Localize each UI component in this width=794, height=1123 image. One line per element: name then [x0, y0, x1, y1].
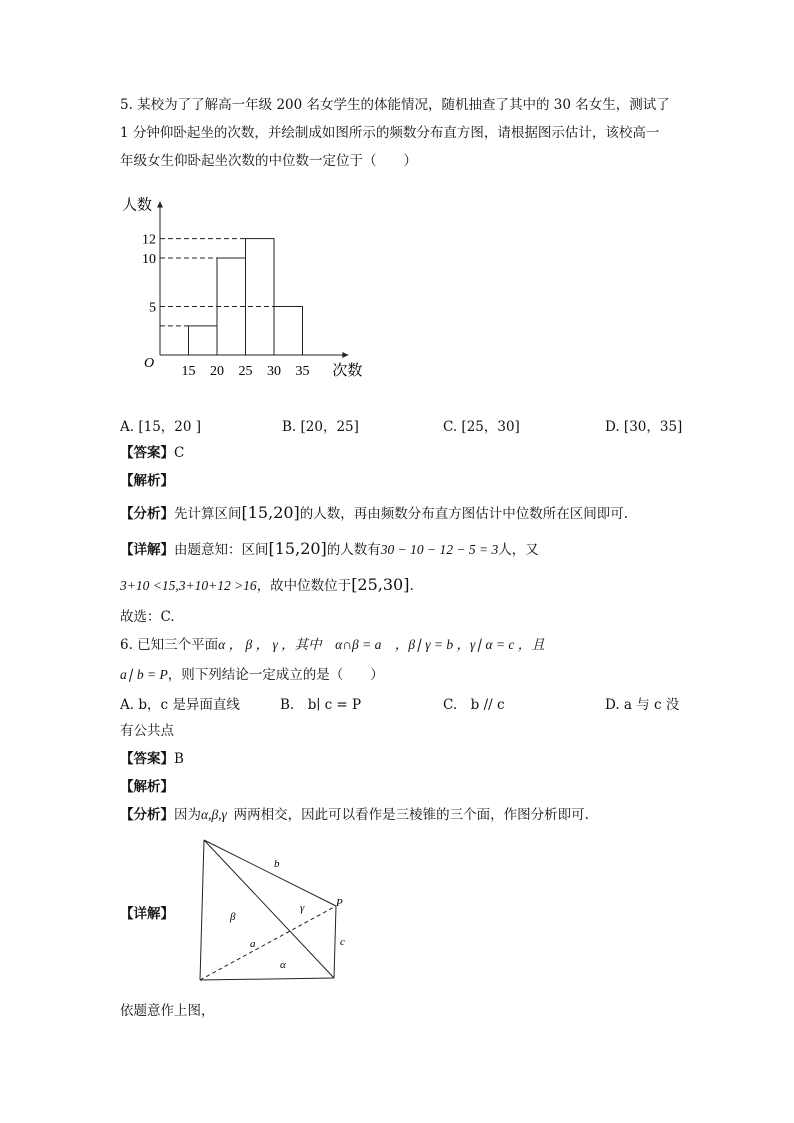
q5-detail-interval: [15,20] [268, 539, 327, 558]
q5-line3: 年级女生仰卧起坐次数的中位数一定位于（ ） [120, 153, 417, 169]
y-axis-arrow [157, 202, 163, 208]
q5-answer [120, 444, 184, 462]
q5-fenxi-label: 【分析】 [120, 506, 174, 522]
y-tick-label: 5 [149, 300, 156, 316]
x-tick-label: 30 [267, 364, 281, 379]
label-gamma: γ [300, 902, 305, 914]
pyramid-diagram [196, 836, 356, 986]
x-tick-label: 25 [238, 364, 253, 379]
q6-line1-pre: 6. 已知三个平面 [120, 637, 219, 653]
q5-option-d: D. [30，35] [605, 419, 683, 435]
q5-fenxi [120, 504, 628, 523]
q6-option-a: A. b，c 是异面直线 [120, 697, 240, 713]
q6-analysis-label: 【解析】 [120, 779, 174, 795]
q6-option-c: C. b // c [443, 697, 505, 713]
q5-option-a: A. [15，20 ] [120, 419, 202, 435]
q5-detail [120, 540, 539, 559]
q6-option-d-cont: 有公共点 [120, 723, 174, 739]
edge-diagonal [204, 840, 334, 978]
edge-left [200, 840, 204, 980]
q6-line1-vars: α ， β ， γ ，其中 α∩β = a ，β∣ γ = b ，γ∣ α = c ，且 [218, 637, 545, 652]
histogram-svg [118, 180, 363, 380]
q5-line1: 5. 某校为了了解高一年级 200 名女学生的体能情况，随机抽查了其中的 30 名女生，测试了 [120, 97, 670, 113]
edge-a-dashed [200, 906, 336, 980]
q6-fenxi-vars: α,β,γ [201, 807, 227, 822]
q6-line2-math: a∣ b = P [120, 667, 168, 682]
q5-analysis-label: 【解析】 [120, 473, 174, 489]
y-tick-label: 12 [142, 232, 156, 248]
q6-answer [120, 750, 184, 768]
bar [246, 239, 275, 355]
q5-choose: 故选：C. [120, 609, 175, 625]
x-tick-label: 20 [210, 364, 224, 379]
label-alpha: α [280, 959, 286, 971]
q5-detail-post: 人，又 [498, 542, 539, 558]
q6-fenxi-pre: 因为 [174, 807, 201, 823]
label-c: c [340, 936, 345, 948]
q6-option-d: D. a 与 c 没 [605, 697, 680, 713]
y-axis-label: 人数 [122, 197, 153, 214]
label-b: b [274, 858, 280, 870]
q5-detail-line2 [120, 576, 414, 595]
q6-line1 [120, 636, 545, 654]
q6-line2-post: ，则下列结论一定成立的是（ ） [167, 667, 384, 683]
q5-detail-line2-end: . [409, 578, 414, 594]
label-beta: β [230, 911, 236, 923]
q5-answer-value: C [174, 445, 185, 461]
q5-line2: 1 分钟仰卧起坐的次数，并绘制成如图所示的频数分布直方图，请根据图示估计，该校高一 [120, 125, 660, 141]
y-tick-label: 10 [142, 252, 156, 267]
q5-detail-pre: 由题意知：区间 [174, 542, 269, 558]
x-axis-arrow [342, 352, 348, 358]
bar [274, 307, 303, 356]
x-tick-label: 15 [181, 364, 196, 379]
x-axis-label: 次数 [332, 363, 363, 379]
x-tick-label: 35 [295, 364, 310, 379]
q5-fenxi-pre: 先计算区间 [174, 506, 242, 522]
q5-answer-label: 【答案】 [120, 445, 174, 461]
q6-detail-label: 【详解】 [120, 906, 174, 922]
pyramid-svg [196, 836, 356, 986]
edge-c [334, 906, 336, 978]
q5-detail-label: 【详解】 [120, 542, 174, 558]
q5-fenxi-post: 的人数，再由频数分布直方图估计中位数所在区间即可. [299, 506, 629, 522]
label-a: a [250, 938, 256, 950]
q6-answer-value: B [174, 751, 184, 767]
q5-detail-line2-interval: [25,30] [351, 575, 410, 594]
q6-option-b: B. b∣ c = P [280, 697, 362, 713]
edge-bottom [200, 978, 334, 980]
q6-final: 依题意作上图， [120, 1003, 215, 1019]
q5-option-c: C. [25，30] [443, 419, 520, 435]
q6-fenxi-label: 【分析】 [120, 807, 174, 823]
q5-detail-expr: 30 − 10 − 12 − 5 = 3 [380, 542, 499, 557]
q5-detail-mid: 的人数有 [326, 542, 381, 558]
origin-label: O [144, 356, 155, 371]
histogram-chart [118, 180, 363, 380]
q5-detail-line2-expr: 3+10 <15,3+10+12 >16 [120, 578, 257, 593]
bar [189, 326, 218, 355]
q6-line2 [120, 666, 384, 684]
edge-b [204, 840, 336, 906]
q5-fenxi-interval: [15,20] [241, 503, 300, 522]
q5-detail-line2-post: ，故中位数位于 [256, 578, 352, 594]
q5-option-b: B. [20，25] [282, 419, 359, 435]
q6-answer-label: 【答案】 [120, 751, 174, 767]
q6-fenxi [120, 806, 589, 824]
q6-fenxi-post: 两两相交，因此可以看作是三棱锥的三个面，作图分析即可. [233, 807, 589, 823]
label-p: P [336, 897, 343, 909]
